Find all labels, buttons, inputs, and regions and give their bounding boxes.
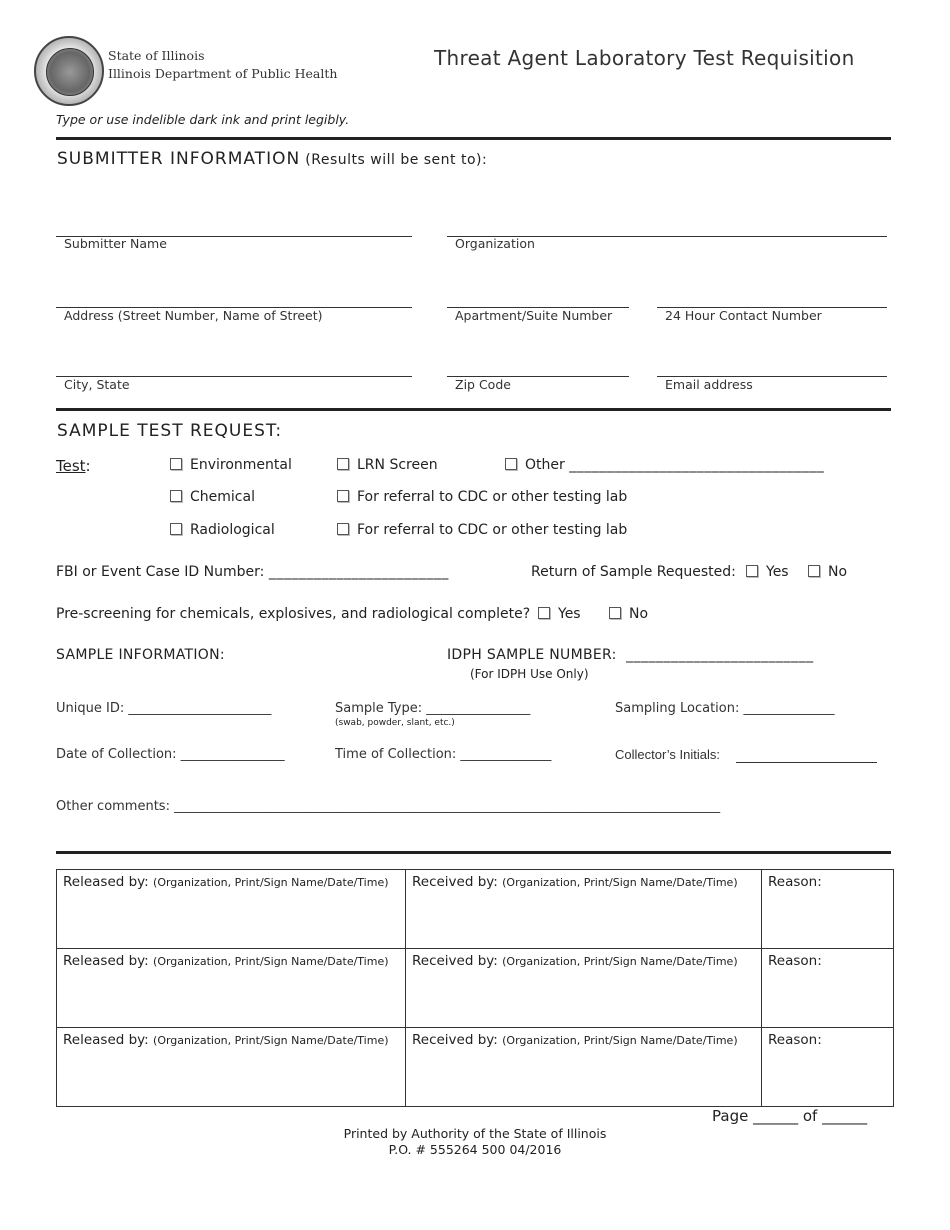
page-counter[interactable]: Page ______ of ______ <box>712 1107 868 1125</box>
checkbox-icon[interactable] <box>170 523 182 535</box>
checkbox-lrn-screen[interactable]: LRN Screen <box>337 457 438 473</box>
checkbox-icon[interactable] <box>505 458 517 470</box>
return-sample-yes[interactable]: Yes <box>746 564 789 580</box>
zip-code-field[interactable]: Zip Code <box>455 377 511 392</box>
checkbox-other[interactable]: Other __________________________________ <box>505 457 824 473</box>
page-title: Threat Agent Laboratory Test Requisition <box>434 46 855 70</box>
checkbox-icon[interactable] <box>808 565 820 577</box>
checkbox-icon[interactable] <box>170 458 182 470</box>
submitter-name-field[interactable]: Submitter Name <box>64 236 167 251</box>
footer <box>0 1126 950 1158</box>
sample-info-heading: SAMPLE INFORMATION: <box>56 647 225 663</box>
organization-field[interactable]: Organization <box>455 236 535 251</box>
time-of-collection-field[interactable]: Time of Collection: ______________ <box>335 747 552 762</box>
sampling-location-field[interactable]: Sampling Location: ______________ <box>615 701 835 716</box>
test-label: Test: <box>56 457 91 475</box>
checkbox-icon[interactable] <box>170 490 182 502</box>
released-by-cell[interactable]: Released by: (Organization, Print/Sign Name/Date/Time) <box>57 1028 406 1107</box>
state-name: State of Illinois <box>108 48 205 63</box>
checkbox-icon[interactable] <box>337 523 349 535</box>
idph-sample-number-field[interactable]: IDPH SAMPLE NUMBER: _________________________ <box>447 647 814 663</box>
received-by-cell[interactable]: Received by: (Organization, Print/Sign Name/Date/Time) <box>406 949 762 1028</box>
reason-cell[interactable]: Reason: <box>762 1028 894 1107</box>
checkbox-referral-radiological[interactable]: For referral to CDC or other testing lab <box>337 522 627 538</box>
other-test-input[interactable]: __________________________________ <box>569 457 825 473</box>
prescreen-question: Pre-screening for chemicals, explosives, and radiological complete? <box>56 606 531 622</box>
reason-cell[interactable]: Reason: <box>762 949 894 1028</box>
divider <box>56 137 891 140</box>
divider <box>56 851 891 854</box>
return-sample-no[interactable]: No <box>808 564 847 580</box>
checkbox-radiological[interactable]: Radiological <box>170 522 275 538</box>
city-state-field[interactable]: City, State <box>64 377 130 392</box>
checkbox-icon[interactable] <box>337 458 349 470</box>
return-sample-question: Return of Sample Requested: <box>531 564 736 580</box>
apartment-field[interactable]: Apartment/Suite Number <box>455 308 613 323</box>
reason-cell[interactable]: Reason: <box>762 870 894 949</box>
table-row <box>57 949 894 1028</box>
footer-authority: Printed by Authority of the State of Illinois <box>343 1126 607 1141</box>
prescreen-no[interactable]: No <box>609 606 648 622</box>
divider <box>56 408 891 411</box>
fbi-case-id-field[interactable]: FBI or Event Case ID Number: ________________________ <box>56 564 449 580</box>
state-seal-icon <box>34 36 104 106</box>
email-field[interactable]: Email address <box>665 377 753 392</box>
sample-type-field[interactable]: Sample Type: ________________ <box>335 701 531 716</box>
date-of-collection-field[interactable]: Date of Collection: ________________ <box>56 747 285 762</box>
released-by-cell[interactable]: Released by: (Organization, Print/Sign Name/Date/Time) <box>57 870 406 949</box>
checkbox-chemical[interactable]: Chemical <box>170 489 255 505</box>
checkbox-environmental[interactable]: Environmental <box>170 457 292 473</box>
table-row <box>57 870 894 949</box>
chain-of-custody-table <box>56 869 894 1107</box>
released-by-cell[interactable]: Released by: (Organization, Print/Sign Name/Date/Time) <box>57 949 406 1028</box>
received-by-cell[interactable]: Received by: (Organization, Print/Sign Name/Date/Time) <box>406 870 762 949</box>
received-by-cell[interactable]: Received by: (Organization, Print/Sign Name/Date/Time) <box>406 1028 762 1107</box>
checkbox-icon[interactable] <box>609 607 621 619</box>
checkbox-icon[interactable] <box>337 490 349 502</box>
footer-po-number: P.O. # 555264 500 04/2016 <box>388 1142 562 1157</box>
collector-initials-field[interactable]: Collector’s Initials: <box>615 747 721 762</box>
idph-use-note: (For IDPH Use Only) <box>470 667 589 681</box>
checkbox-icon[interactable] <box>538 607 550 619</box>
unique-id-field[interactable]: Unique ID: ______________________ <box>56 701 272 716</box>
department-name: Illinois Department of Public Health <box>108 66 338 81</box>
instruction-note: Type or use indelible dark ink and print legibly. <box>56 112 350 127</box>
address-field[interactable]: Address (Street Number, Name of Street) <box>64 308 323 323</box>
test-request-heading: SAMPLE TEST REQUEST: <box>57 421 283 441</box>
contact-number-field[interactable]: 24 Hour Contact Number <box>665 308 822 323</box>
checkbox-referral-chemical[interactable]: For referral to CDC or other testing lab <box>337 489 627 505</box>
sample-type-note: (swab, powder, slant, etc.) <box>335 718 455 728</box>
prescreen-yes[interactable]: Yes <box>538 606 581 622</box>
checkbox-icon[interactable] <box>746 565 758 577</box>
other-comments-field[interactable]: Other comments: ____________________________________________________________________________________ <box>56 799 721 814</box>
submitter-heading: SUBMITTER INFORMATION (Results will be sent to): <box>57 149 488 169</box>
table-row <box>57 1028 894 1107</box>
